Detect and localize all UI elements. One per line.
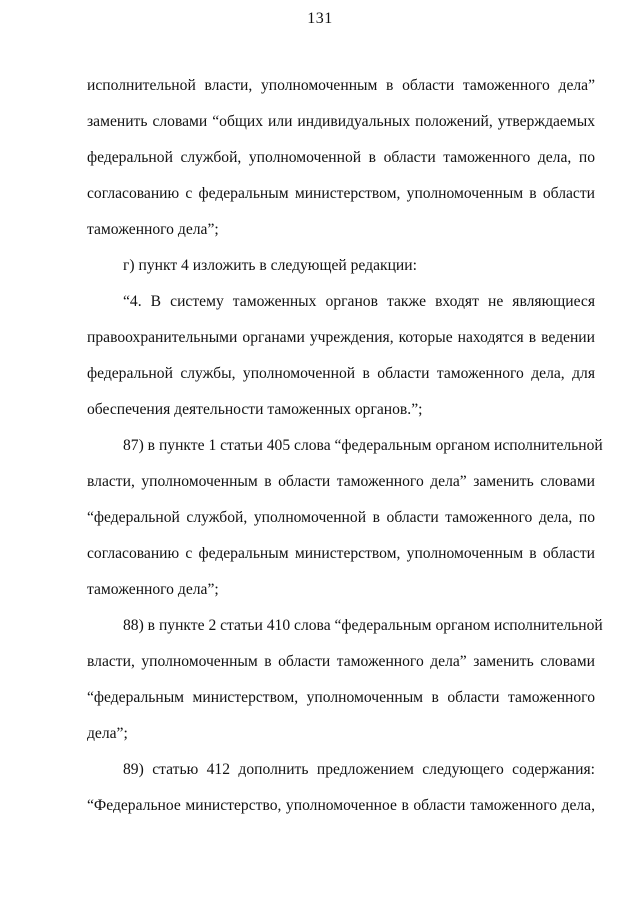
text-line-1: исполнительной власти, уполномоченным в области таможенного дела” xyxy=(87,77,595,94)
text-line-3: федеральной службой, уполномоченной в области таможенного дела, по xyxy=(87,149,595,166)
text-line-6: г) пункт 4 изложить в следующей редакции: xyxy=(123,257,417,274)
text-line-7: “4. В систему таможенных органов также входят не являющиеся xyxy=(123,293,595,310)
text-line-19: дела”; xyxy=(87,725,128,742)
page-number: 131 xyxy=(307,10,333,27)
text-line-11: 87) в пункте 1 статьи 405 слова “федеральным органом исполнительной xyxy=(123,437,603,454)
text-line-16: 88) в пункте 2 статьи 410 слова “федеральным органом исполнительной xyxy=(123,617,603,634)
text-line-9: федеральной службы, уполномоченной в области таможенного дела, для xyxy=(87,365,595,382)
text-line-13: “федеральной службой, уполномоченной в области таможенного дела, по xyxy=(87,509,595,526)
text-line-10: обеспечения деятельности таможенных органов.”; xyxy=(87,401,423,418)
text-line-2: заменить словами “общих или индивидуальных положений, утверждаемых xyxy=(87,113,595,130)
text-line-4: согласованию с федеральным министерством, уполномоченным в области xyxy=(87,185,595,202)
text-line-20: 89) статью 412 дополнить предложением следующего содержания: xyxy=(123,761,595,778)
text-line-15: таможенного дела”; xyxy=(87,581,219,598)
text-line-8: правоохранительными органами учреждения, которые находятся в ведении xyxy=(87,329,595,346)
text-line-12: власти, уполномоченным в области таможенного дела” заменить словами xyxy=(87,473,595,490)
text-line-21: “Федеральное министерство, уполномоченное в области таможенного дела, xyxy=(87,797,595,814)
text-line-5: таможенного дела”; xyxy=(87,221,219,238)
text-line-18: “федеральным министерством, уполномоченным в области таможенного xyxy=(87,689,595,706)
text-line-14: согласованию с федеральным министерством, уполномоченным в области xyxy=(87,545,595,562)
text-line-17: власти, уполномоченным в области таможенного дела” заменить словами xyxy=(87,653,595,670)
